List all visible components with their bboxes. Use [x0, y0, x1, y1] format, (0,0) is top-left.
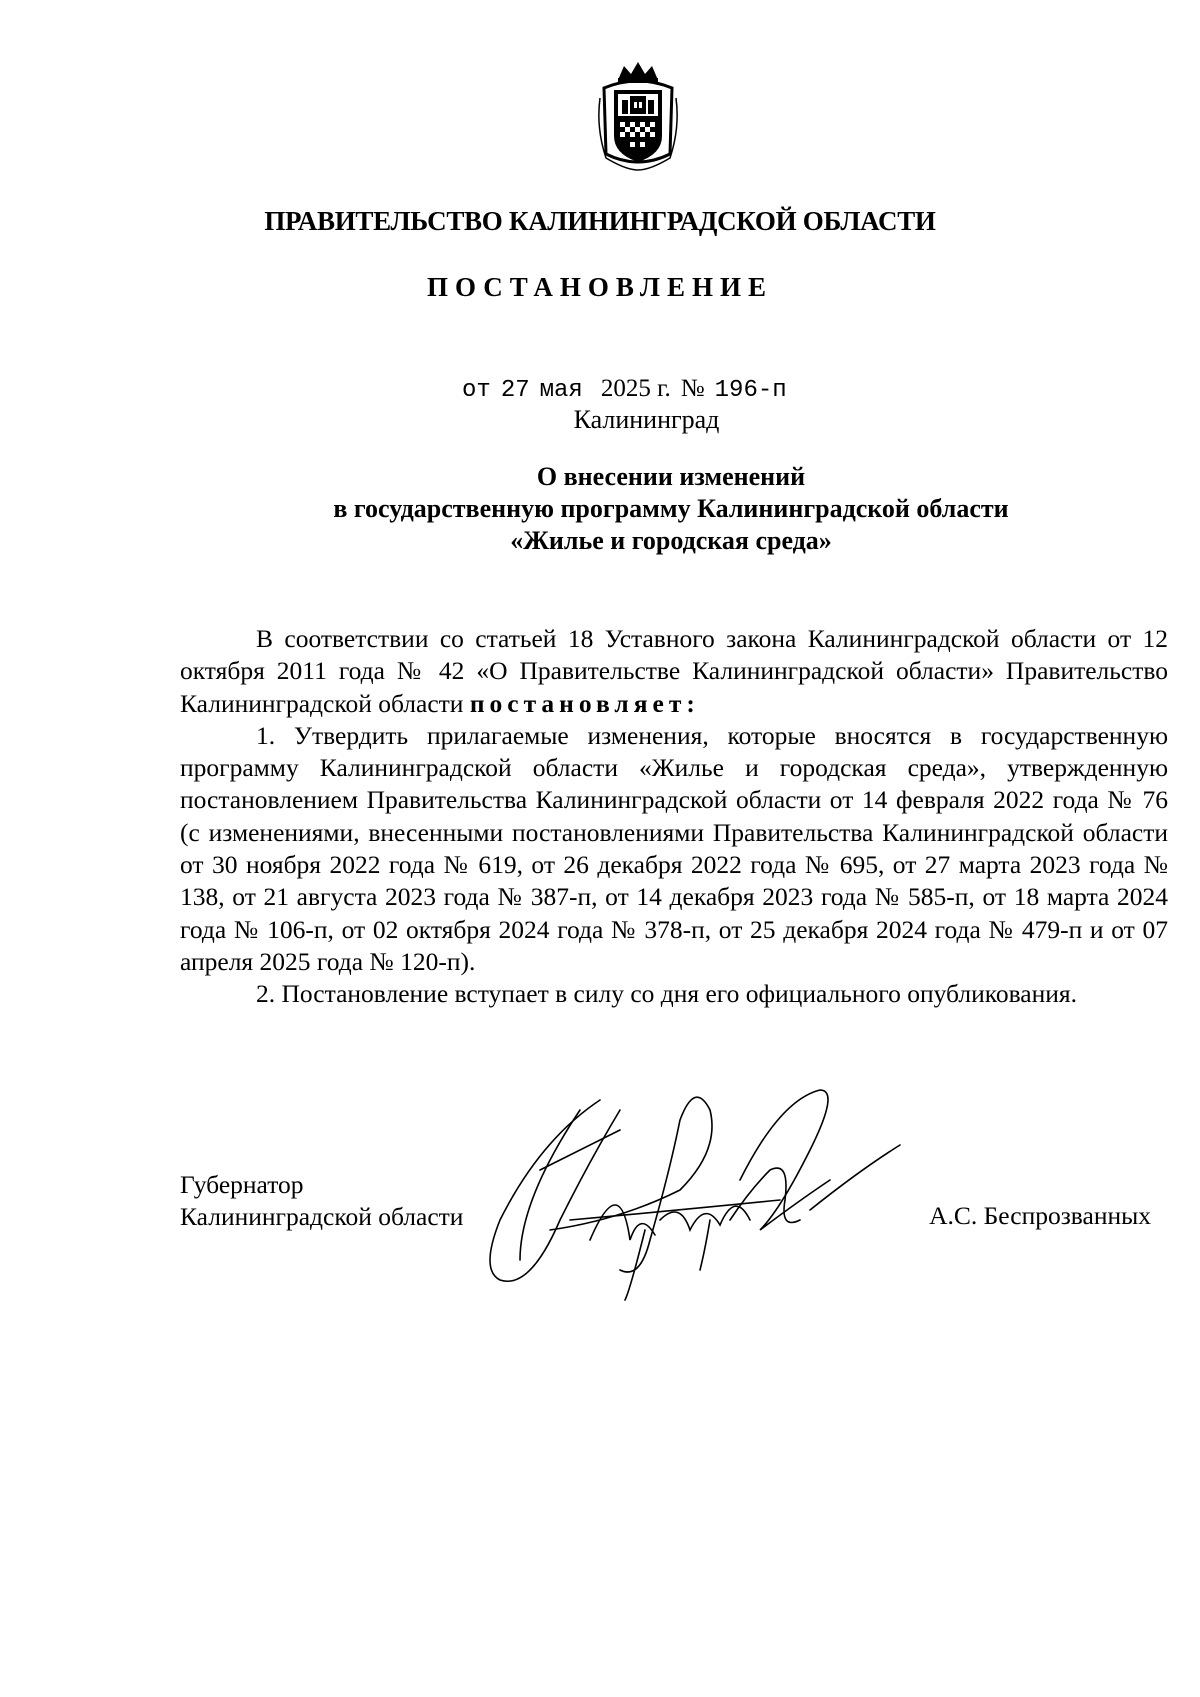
- signatory-name: А.С. Беспрозванных: [929, 1201, 1151, 1230]
- item-paragraph: 1. Утвердить прилагаемые изменения, которые вносятся в государственную программу Калининградской области «Жилье и городская среда», утвержденную постановлением Правительства Калининградской области от 14 февраля 2022 года № 76 (с изменениями, внесенными постановлениями Правительства Калининградской области от 30 ноября 2022 года № 619, от 26 декабря 2022 года № 695, от 27 марта 2023 года № 138, от 21 августа 2023 года № 387-п, от 14 декабря 2023 года № 585-п, от 18 марта 2024 года № 106-п, от 02 октября 2024 года № 378-п, от 25 декабря 2024 года № 479-п и от 07 апреля 2025 года № 120-п).: [180, 720, 1168, 976]
- position-line: Губернатор: [180, 1170, 304, 1199]
- title-line: О внесении изменений: [536, 462, 806, 491]
- document-number: 196-п: [714, 377, 787, 404]
- date-year: 2025 г.: [600, 375, 671, 402]
- city: Калининград: [573, 405, 720, 434]
- item-paragraph: 2. Постановление вступает в силу со дня его официального опубликования.: [256, 979, 1077, 1009]
- resolves-word: постановляет:: [469, 688, 700, 718]
- intro-text: В соответствии со статьей 18 Уставного закона Калининградской области от 12 октября 2011 года № 42 «О Правительстве Калининградской области» Правительство Калининградской области: [180, 624, 1168, 718]
- title-line: в государственную программу Калининградской области: [333, 494, 1009, 523]
- handwritten-signature-icon: [480, 1070, 940, 1310]
- date-month: мая: [539, 377, 583, 404]
- date-day: 27: [500, 377, 530, 404]
- number-sign: №: [680, 375, 705, 402]
- intro-paragraph: [180, 623, 1168, 720]
- document-type: ПОСТАНОВЛЕНИЕ: [426, 272, 774, 302]
- position-line: Калининградской области: [180, 1202, 464, 1231]
- coat-of-arms-emblem: [596, 58, 680, 172]
- signatory-position: [180, 1169, 463, 1233]
- organization-name: ПРАВИТЕЛЬСТВО КАЛИНИНГРАДСКОЙ ОБЛАСТИ: [264, 206, 936, 236]
- document-body: [180, 623, 1168, 1011]
- date-prefix: от: [462, 377, 491, 404]
- document-title: [0, 461, 1200, 557]
- document-date-number: [462, 375, 787, 404]
- title-line: «Жилье и городская среда»: [510, 526, 832, 555]
